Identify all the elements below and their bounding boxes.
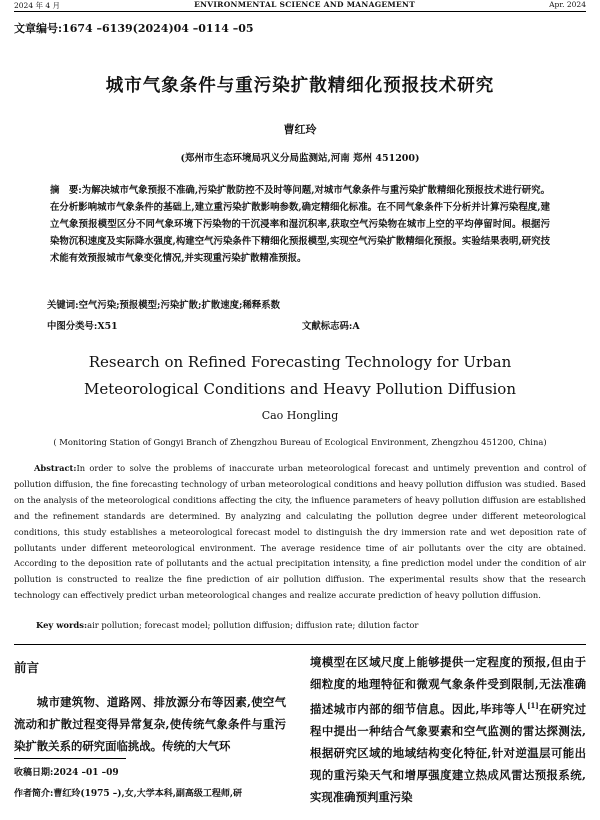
clc-label: 中图分类号: xyxy=(47,321,98,332)
body-text-right-part-1: 境模型在区域尺度上能够提供一定程度的预报,但由于细粒度的地理特征和微观气象条件受到限制,无法准确描述城市内部的细节信息。因此,毕玮等人 xyxy=(310,655,586,716)
english-abstract-label: Abstract: xyxy=(34,463,77,473)
english-keywords-text: air pollution; forecast model; pollution diffusion; diffusion rate; dilution factor xyxy=(87,620,419,630)
body-text-right-part-2: 在研究过程中提出一种结合气象要素和空气监测的雷达探测法,根据研究区域的地域结构变化特征,针对逆温层可能出现的重污染天气和增厚强度建立热成风雷达预报系统,实现准确预判重污染 xyxy=(310,701,586,804)
chinese-abstract-text: 为解决城市气象预报不准确,污染扩散防控不及时等问题,对城市气象条件与重污染扩散精细化预报技术进行研究。在分析影响城市气象条件的基础上,建立重污染扩散影响参数,确定精细化标准。在不同气象条件下分析并计算污染程度,建立气象预报模型区分不同气象环境下污染物的干沉浸率和湿沉积率,获取空气污染物在城市上空的平均停留时间。根据污染物沉积速度及实际降水强度,构建空气污染条件下精细化预报模型,实现空气污染扩散精细化预报。实验结果表明,研究技术能有效预报城市气象变化情况,并实现重污染扩散精准预报。 xyxy=(50,185,550,264)
chinese-keywords-text: 空气污染;预报模型;污染扩散;扩散速度;稀释系数 xyxy=(78,300,280,311)
chinese-author: 曹红玲 xyxy=(283,123,317,136)
english-affiliation: ( Monitoring Station of Gongyi Branch of Zhengzhou Bureau of Ecological Environment, Zhengzhou 451200, China) xyxy=(53,437,547,447)
english-title-line-2: Meteorological Conditions and Heavy Pollution Diffusion xyxy=(83,380,517,398)
header-date-en: Apr. 2024 xyxy=(549,0,586,9)
clc-value: X51 xyxy=(97,321,118,332)
footnote-received-date: 收稿日期:2024 –01 –09 xyxy=(14,768,119,778)
english-author: Cao Hongling xyxy=(261,409,339,422)
body-column-left xyxy=(14,658,286,757)
doc-code-label: 文献标志码: xyxy=(302,321,353,332)
header-journal-name: ENVIRONMENTAL SCIENCE AND MANAGEMENT xyxy=(194,0,416,9)
chinese-keywords-label: 关键词: xyxy=(47,300,79,311)
document-code xyxy=(302,318,360,332)
footnote-author-bio: 作者简介:曹红玲(1975 –),女,大学本科,副高级工程师,研 xyxy=(14,789,243,799)
english-keywords-label: Key words: xyxy=(36,620,88,630)
article-number: 文章编号:1674 –6139(2024)04 –0114 –05 xyxy=(14,22,254,35)
section-heading-preface: 前言 xyxy=(14,660,40,675)
english-abstract-text: In order to solve the problems of inaccurate urban meteorological forecast and untimely prevention and control of pollution diffusion, the fine forecasting technology of urban meteorological conditions and heavy pollution diffusion was studied. Based on the analysis of the meteorological conditions affecting the city, the influence parameters of heavy pollution diffusion are established and the refinement standards are determined. By analyzing and calculating the pollution degree under different meteorological conditions, this study establishes a meteorological forecast model to distinguish the dry immersion rate and wet deposition rate of pollutants under different meteorological environment. The average residence time of air pollutants over the city are obtained. According to the deposition rate of pollutants and the actual precipitation intensity, a fine prediction model under the condition of air pollution is constructed to realize the fine prediction of air pollution diffusion. The experimental results show that the research technology can effectively predict urban meteorological changes and realize accurate prediction of heavy pollution diffusion. xyxy=(14,463,586,601)
chinese-abstract-label: 摘 要: xyxy=(50,185,82,196)
chinese-abstract xyxy=(50,182,550,267)
citation-ref[interactable]: [1] xyxy=(527,701,539,710)
english-title-line-1: Research on Refined Forecasting Technology for Urban xyxy=(88,353,512,371)
body-paragraph-right xyxy=(310,651,586,808)
footnote-rule xyxy=(14,758,126,759)
chinese-affiliation: (郑州市生态环境局巩义分局监测站,河南 郑州 451200) xyxy=(180,153,420,164)
body-column-right xyxy=(310,651,586,808)
doc-code-value: A xyxy=(352,321,360,332)
english-abstract xyxy=(14,461,586,604)
english-title xyxy=(0,349,600,403)
section-divider xyxy=(14,644,586,645)
header-date-cn: 2024 年 4 月 xyxy=(14,1,61,10)
chinese-keywords xyxy=(47,297,550,311)
chinese-title: 城市气象条件与重污染扩散精细化预报技术研究 xyxy=(105,76,495,96)
running-header xyxy=(14,0,586,11)
english-keywords xyxy=(36,620,586,630)
body-paragraph-left: 城市建筑物、道路网、排放源分布等因素,使空气流动和扩散过程变得异常复杂,使传统气象条件与重污染扩散关系的研究面临挑战。传统的大气环 xyxy=(14,695,286,753)
classification-line xyxy=(47,318,550,332)
header-rule xyxy=(14,11,586,12)
